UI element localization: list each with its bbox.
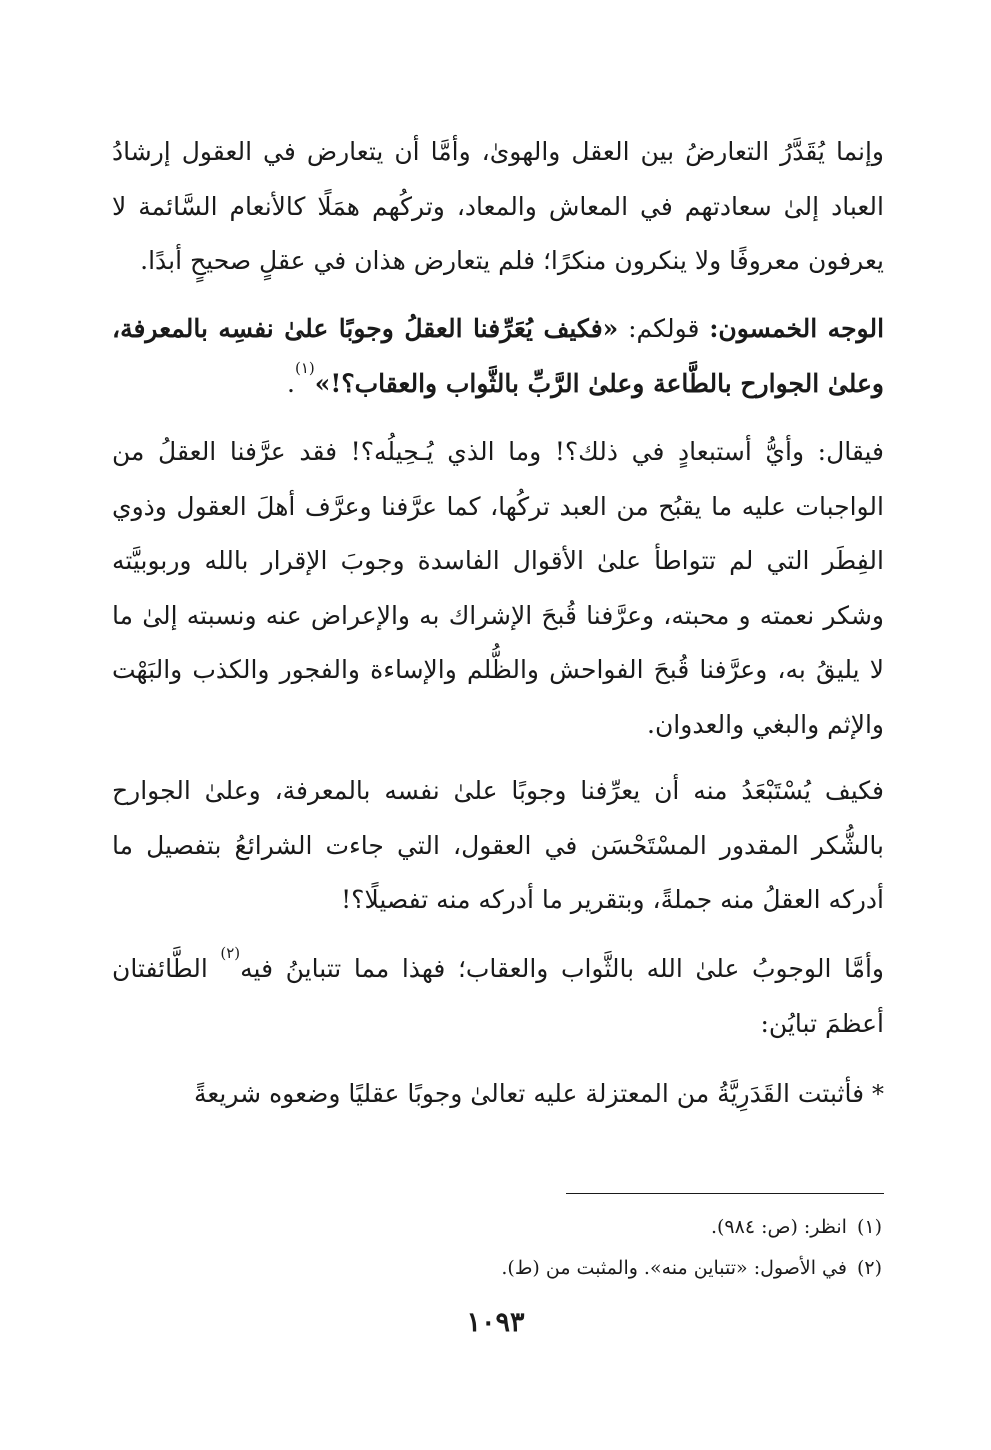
quoted-question: «فكيف يُعَرِّفنا العقلُ وجوبًا علىٰ نفسِه بالمعرفة، وعلىٰ الجوارح بالطَّاعة وعلىٰ الرَّبِّ بالثَّواب والعقاب؟!» (112, 314, 884, 398)
paragraph-fiftieth-aspect (112, 302, 884, 411)
footnote-ref-1[interactable]: (١) (294, 358, 315, 377)
footnote-ref-2[interactable]: (٢) (220, 944, 241, 962)
paragraph-text: فيقال: وأيُّ أستبعادٍ في ذلك؟! وما الذي يُـحِيلُه؟! فقد عرَّفنا العقلُ من الواجبات عليه ما يقبُح من العبد تركُها، كما عرَّفنا وعرَّف أهلَ العقول وذوي الفِطَر التي لم تتواطأ علىٰ الأقوال الفاسدة وجوبَ الإقرار بالله وربوبيَّته وشكر نعمته و محبته، وعرَّفنا قُبحَ الإشراك به والإعراض عنه ونسبته إلىٰ ما لا يليقُ به، وعرَّفنا قُبحَ الفواحش والظُّلم والإساءة والفجور والكذب والبَهْت والإثم والبغي والعدوان. (112, 437, 884, 739)
paragraph-text-continued: الطَّائفتان أعظمَ تبايُن: (112, 954, 884, 1038)
paragraph-obligation-on-god (112, 942, 884, 1051)
footnote-2 (112, 1255, 882, 1281)
footnote-text: في الأصول: «تتباين منه». والمثبت من (ط). (501, 1257, 847, 1279)
footnote-number: (٢) (856, 1257, 882, 1279)
footnote-separator (566, 1193, 884, 1194)
sentence-end: . (287, 368, 295, 398)
paragraph-reason-vs-desire (112, 125, 884, 289)
paragraph-text: وأمَّا الوجوبُ علىٰ الله بالثَّواب والعقاب؛ فهذا مما تتباينُ فيه (240, 954, 884, 983)
intro-text: قولكم: (628, 314, 700, 343)
paragraph-qadariyya (112, 1067, 884, 1122)
paragraph-text: وإنما يُقَدَّرُ التعارضُ بين العقل والهوىٰ، وأمَّا أن يتعارض في العقول إرشادُ العباد إلىٰ سعادتهم في المعاش والمعاد، وتركُهم همَلًا كالأنعام السَّائمة لا يعرفون معروفًا ولا ينكرون منكرًا؛ فلم يتعارض هذان في عقلٍ صحيحٍ أبدًا. (112, 137, 884, 275)
footnote-text: انظر: (ص: ٩٨٤). (710, 1216, 847, 1238)
paragraph-text: فأثبتت القَدَرِيَّةُ من المعتزلة عليه تعالىٰ وجوبًا عقليًا وضعوه شريعةً (193, 1079, 865, 1108)
paragraph-response (112, 425, 884, 752)
page-number: ١٠٩٣ (466, 1307, 525, 1338)
footnote-1 (112, 1214, 882, 1240)
paragraph-text: فكيف يُسْتَبْعَدُ منه أن يعرِّفنا وجوبًا علىٰ نفسه بالمعرفة، وعلىٰ الجوارح بالشُّكر المقدور المسْتَحْسَن في العقول، التي جاءت الشرائعُ بتفصيل ما أدركه العقلُ منه جملةً، وبتقرير ما أدركه منه تفصيلًا؟! (112, 776, 884, 914)
section-label: الوجه الخمسون: (709, 314, 885, 343)
paragraph-rhetorical-question (112, 764, 884, 928)
footnote-number: (١) (856, 1216, 882, 1238)
star-bullet-icon: * (872, 1080, 884, 1108)
